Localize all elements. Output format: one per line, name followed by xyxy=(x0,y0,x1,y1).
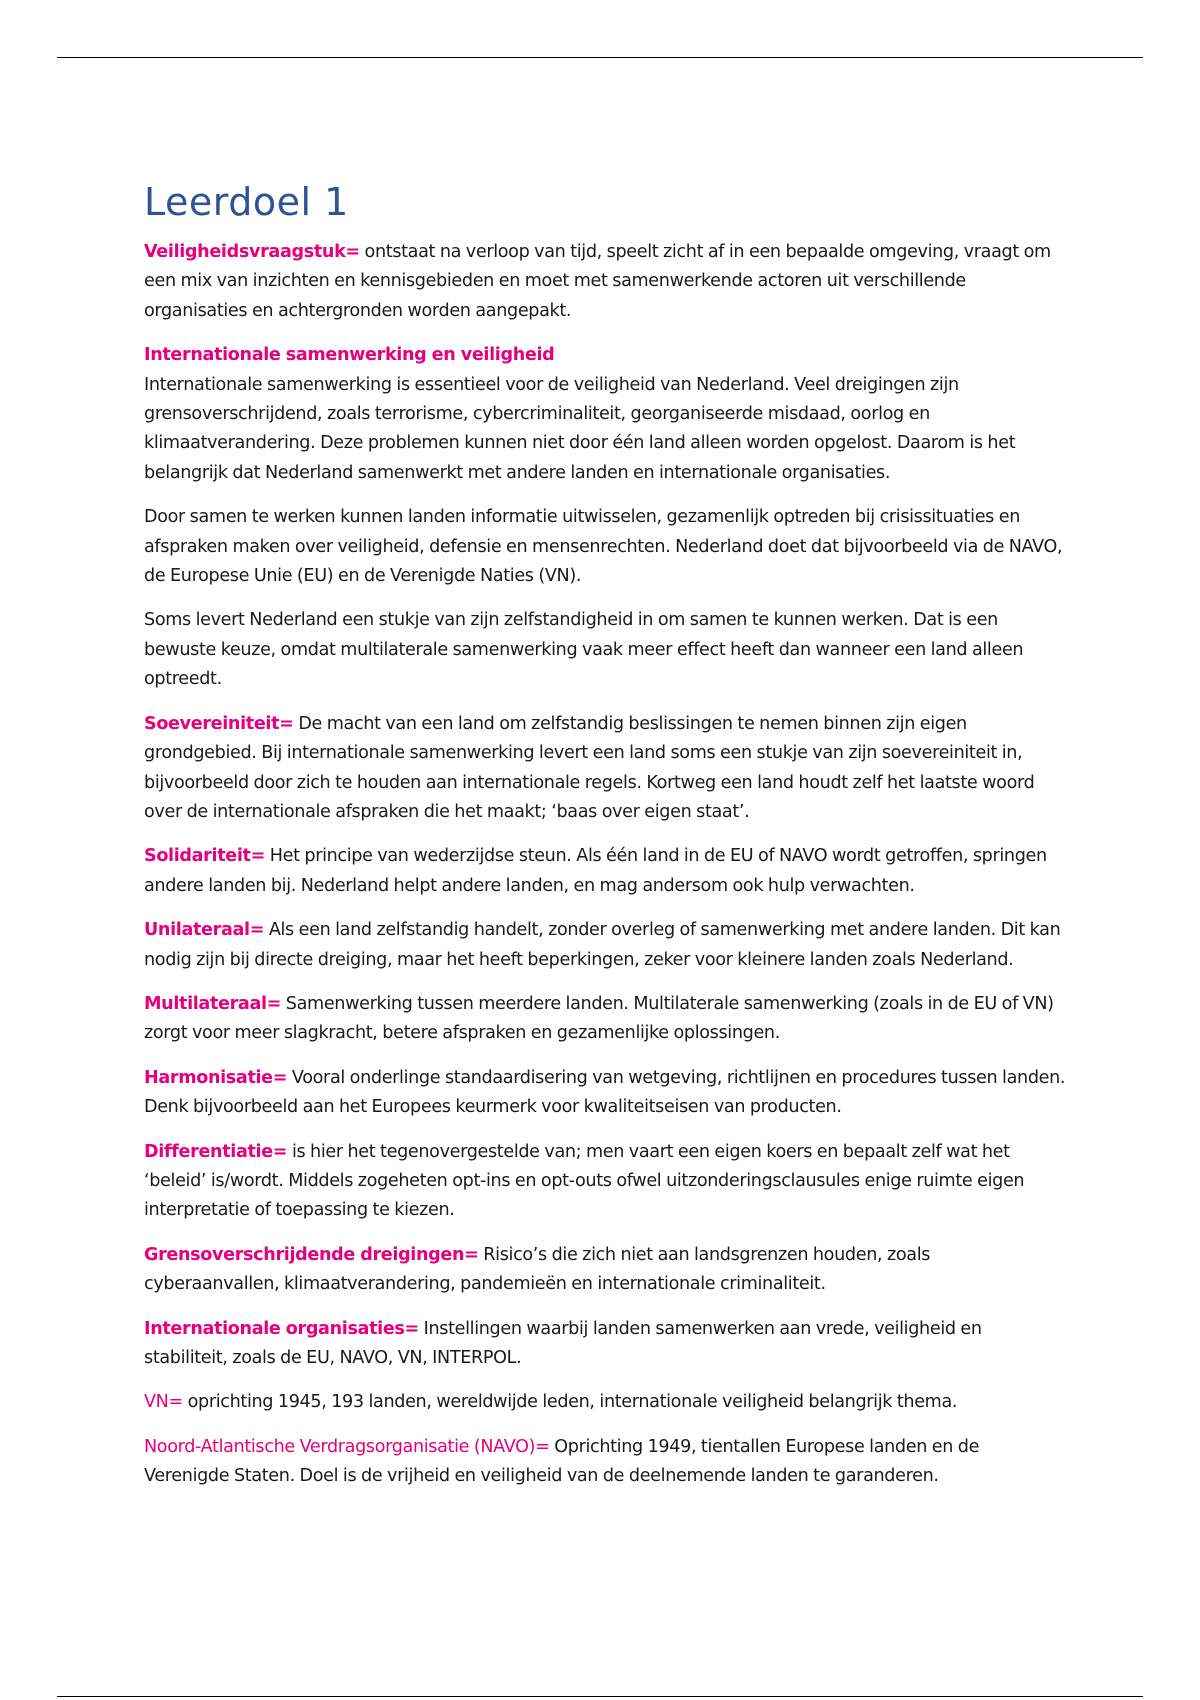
paragraph-text: Internationale samenwerking is essentieel voor de veiligheid van Nederland. Veel dreigingen zijn grensoverschrijdend, zoals terrorisme, cybercriminaliteit, georganiseerde misdaad, oorlog en klimaatverandering. Deze problemen kunnen niet door één land alleen worden opgelost. Daarom is het belangrijk dat Nederland samenwerkt met andere landen en internationale organisaties. xyxy=(144,374,1016,483)
term-label: Multilateraal= xyxy=(144,993,282,1014)
paragraph-text: Vooral onderlinge standaardisering van wetgeving, richtlijnen en procedures tussen landen. Denk bijvoorbeeld aan het Europees keurmerk voor kwaliteitseisen van producten. xyxy=(144,1067,1066,1118)
paragraph-text: Soms levert Nederland een stukje van zijn zelfstandigheid in om samen te kunnen werken. Dat is een bewuste keuze, omdat multilaterale samenwerking vaak meer effect heeft dan wanneer een land alleen optreedt. xyxy=(144,610,1024,690)
paragraph-internationale-samenwerking xyxy=(144,341,1069,488)
paragraph-text: Instellingen waarbij landen samenwerken aan vrede, veiligheid en stabiliteit, zoals de EU, NAVO, VN, INTERPOL. xyxy=(144,1318,982,1368)
paragraph-internationale-organisaties xyxy=(144,1315,1069,1374)
paragraph-unilateraal xyxy=(144,916,1069,975)
paragraph-differentiatie xyxy=(144,1138,1069,1226)
paragraph-vn xyxy=(144,1388,1069,1417)
term-label: VN= xyxy=(144,1392,183,1413)
section-heading: Internationale samenwerking en veiligheid xyxy=(144,345,555,366)
term-label: Grensoverschrijdende dreigingen= xyxy=(144,1244,479,1265)
paragraph-text: Oprichting 1949, tientallen Europese landen en de Verenigde Staten. Doel is de vrijheid en veiligheid van de deelnemende landen te garanderen. xyxy=(144,1436,980,1487)
paragraph-zelfstandigheid xyxy=(144,606,1069,694)
paragraph-text: De macht van een land om zelfstandig beslissingen te nemen binnen zijn eigen grondgebied. Bij internationale samenwerking levert een land soms een stukje van zijn soevereiniteit in, bijvoorbeeld door zich te houden aan internationale regels. Kortweg een land houdt zelf het laatste woord over de internationale afspraken die het maakt; ‘baas over eigen staat’. xyxy=(144,713,1035,822)
paragraph-solidariteit xyxy=(144,842,1069,901)
paragraph-soevereiniteit xyxy=(144,710,1069,828)
page-title: Leerdoel 1 xyxy=(144,180,349,224)
paragraph-text: ontstaat na verloop van tijd, speelt zicht af in een bepaalde omgeving, vraagt om een mix van inzichten en kennisgebieden en moet met samenwerkende actoren uit verschillende organisaties en achtergronden worden aangepakt. xyxy=(144,242,1051,321)
paragraph-text: Risico’s die zich niet aan landsgrenzen houden, zoals cyberaanvallen, klimaatverandering, pandemieën en internationale criminaliteit. xyxy=(144,1244,931,1295)
paragraph-samen-werken xyxy=(144,503,1069,591)
paragraph-text: oprichting 1945, 193 landen, wereldwijde leden, internationale veiligheid belangrijk thema. xyxy=(182,1392,958,1413)
paragraph-text: is hier het tegenovergestelde van; men vaart een eigen koers en bepaalt zelf wat het ‘beleid’ is/wordt. Middels zogeheten opt-ins en opt-outs ofwel uitzonderingsclausules enige ruimte eigen interpretatie of toepassing te kiezen. xyxy=(144,1141,1025,1221)
paragraph-harmonisatie xyxy=(144,1064,1069,1123)
document-body xyxy=(144,178,1069,1507)
paragraph-text: Samenwerking tussen meerdere landen. Multilaterale samenwerking (zoals in de EU of VN) zorgt voor meer slagkracht, betere afspraken en gezamenlijke oplossingen. xyxy=(144,993,1054,1044)
term-label: Differentiatie= xyxy=(144,1141,288,1162)
paragraph-multilateraal xyxy=(144,990,1069,1049)
paragraph-text: Als een land zelfstandig handelt, zonder overleg of samenwerking met andere landen. Dit kan nodig zijn bij directe dreiging, maar het heeft beperkingen, zeker voor kleinere landen zoals Nederland. xyxy=(144,920,1061,970)
paragraph-grensoverschrijdende-dreigingen xyxy=(144,1241,1069,1300)
paragraph-text: Door samen te werken kunnen landen informatie uitwisselen, gezamenlijk optreden bij crisissituaties en afspraken maken over veiligheid, defensie en mensenrechten. Nederland doet dat bijvoorbeeld via de NAVO, de Europese Unie (EU) en de Verenigde Naties (VN). xyxy=(144,507,1063,587)
term-label: Unilateraal= xyxy=(144,920,265,941)
footer-rule xyxy=(57,1696,1143,1697)
term-label: Harmonisatie= xyxy=(144,1067,288,1088)
term-label: Noord-Atlantische Verdragsorganisatie (NAVO)= xyxy=(144,1436,550,1457)
paragraph-text: Het principe van wederzijdse steun. Als één land in de EU of NAVO wordt getroffen, springen andere landen bij. Nederland helpt andere landen, en mag andersom ook hulp verwachten. xyxy=(144,846,1047,896)
term-label: Soevereiniteit= xyxy=(144,713,294,734)
term-label: Veiligheidsvraagstuk= xyxy=(144,242,360,262)
term-label: Internationale organisaties= xyxy=(144,1318,419,1339)
paragraph-navo xyxy=(144,1433,1069,1492)
header-rule xyxy=(57,57,1143,58)
paragraph-veiligheidsvraagstuk xyxy=(144,238,1069,326)
term-label: Solidariteit= xyxy=(144,846,265,867)
